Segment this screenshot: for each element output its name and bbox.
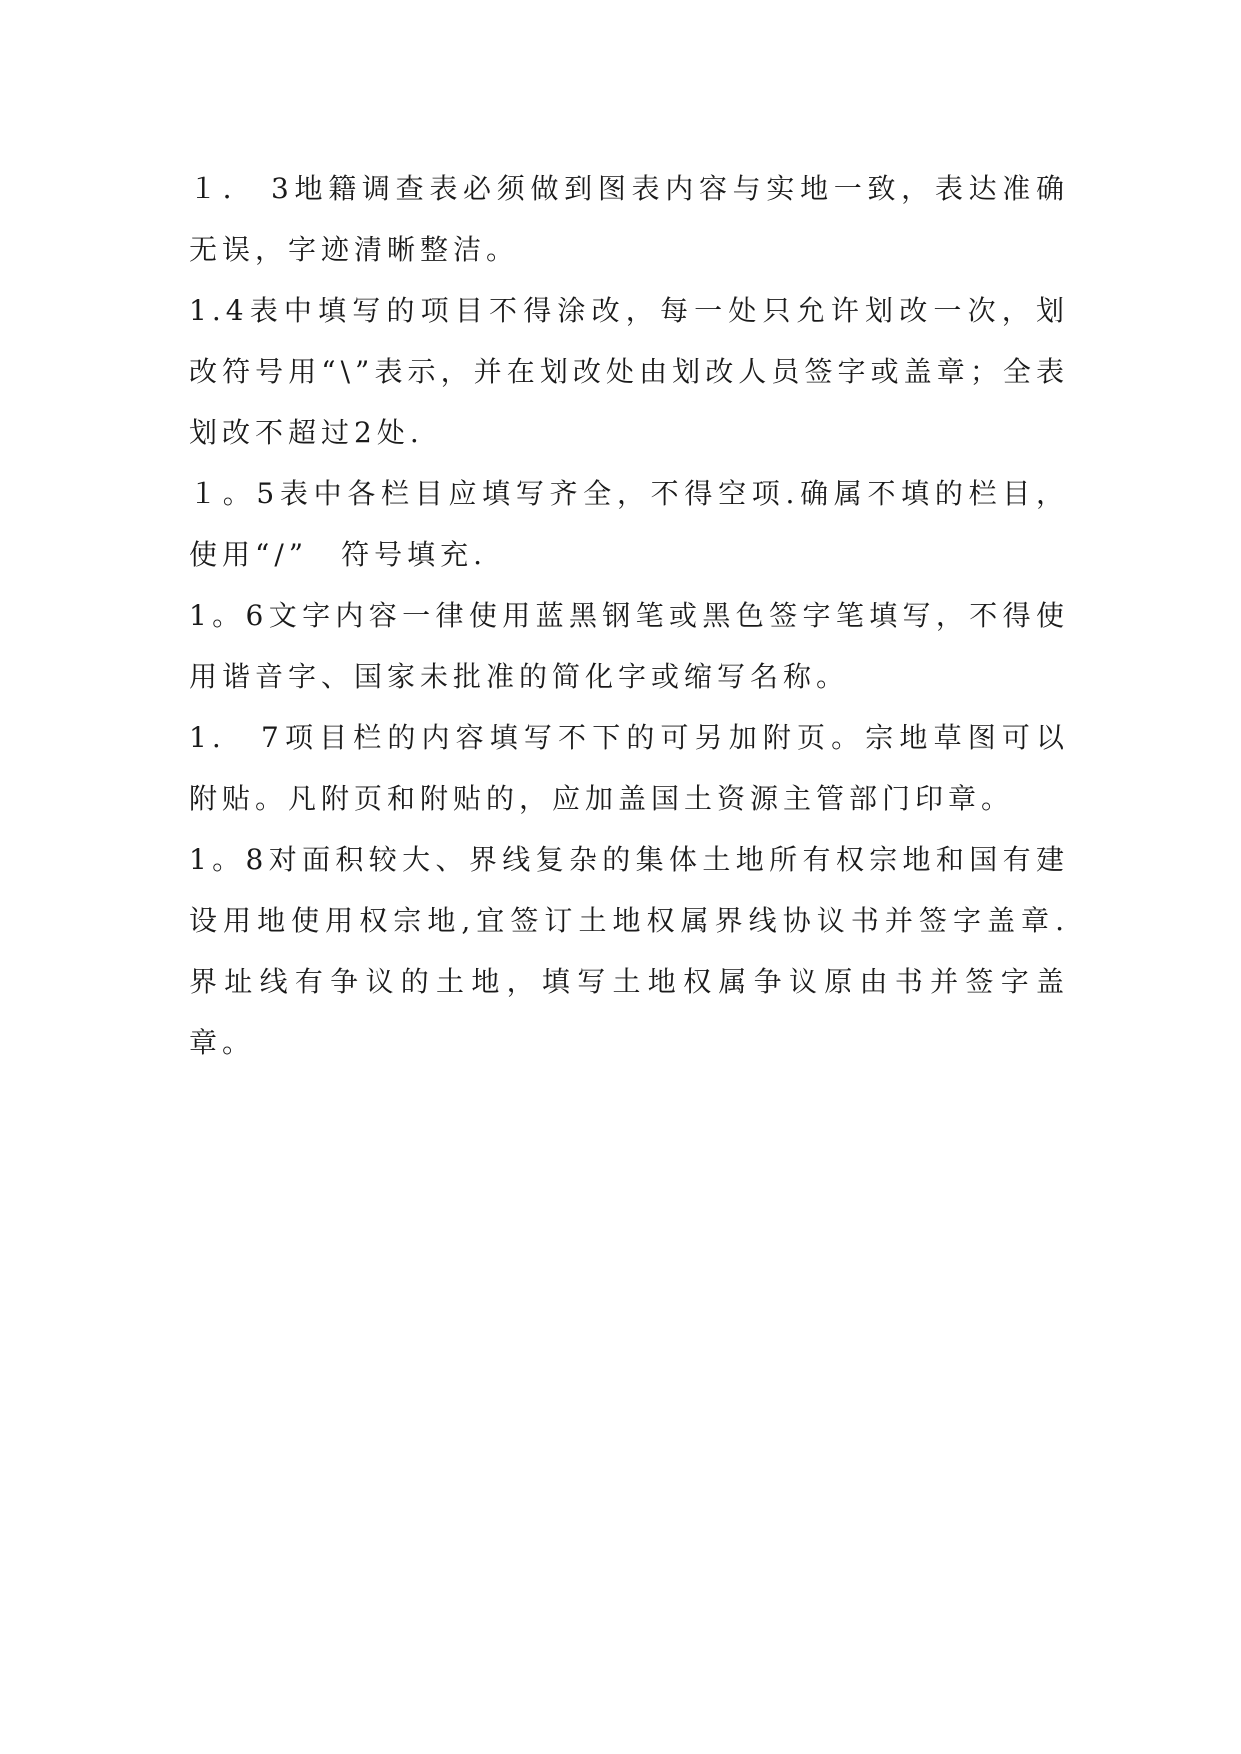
paragraph-1-8: 1。8对面积较大、界线复杂的集体土地所有权宗地和国有建设用地使用权宗地,宜签订土地权属界线协议书并签字盖章.界址线有争议的土地，填写土地权属争议原由书并签字盖章。 bbox=[189, 843, 1069, 1059]
document-body bbox=[189, 158, 1069, 1073]
paragraph-1-5: １。5表中各栏目应填写齐全，不得空项.确属不填的栏目，使用“/” 符号填充. bbox=[189, 477, 1069, 571]
paragraph-1-3: １． 3地籍调查表必须做到图表内容与实地一致，表达准确无误，字迹清晰整洁。 bbox=[189, 172, 1069, 266]
paragraph-1-6: 1。6文字内容一律使用蓝黑钢笔或黑色签字笔填写，不得使用谐音字、国家未批准的简化字或缩写名称。 bbox=[189, 599, 1069, 693]
paragraph-1-4: 1.4表中填写的项目不得涂改，每一处只允许划改一次，划改符号用“\”表示，并在划改处由划改人员签字或盖章；全表划改不超过2处. bbox=[189, 294, 1069, 449]
paragraph-1-7: 1. 7项目栏的内容填写不下的可另加附页。宗地草图可以附贴。凡附页和附贴的，应加盖国土资源主管部门印章。 bbox=[189, 721, 1069, 815]
